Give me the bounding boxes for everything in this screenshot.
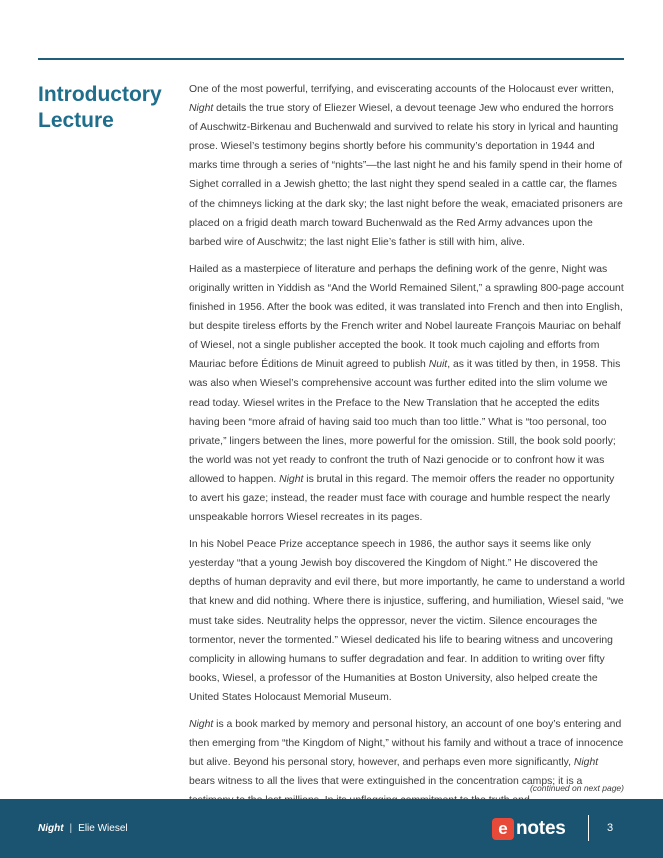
- enotes-logo-word: notes: [516, 818, 566, 839]
- page-footer: [0, 799, 663, 858]
- paragraph-3: In his Nobel Peace Prize acceptance speech in 1986, the author says it seems like only yesterday “that a young Jewish boy discovered the Kingdom of Night.” He discovered the depths of human depravity and evil there, but more importantly, he came to understand a world that knew and did nothing. Where there is injustice, suffering, and humiliation, Wiesel said, “we must take sides. Neutrality helps the oppressor, never the victim. Silence encourages the tormentor, never the tormented.” Wiesel dedicated his life to bearing witness and uncovering complicity in allowing humans to suffer degradation and fear. In addition to writing over fifty books, Wiesel, a professor of the Humanities at Boston University, also helped create the United States Holocaust Memorial Museum.: [189, 539, 625, 703]
- footer-divider: [588, 815, 589, 841]
- paragraph-1: One of the most powerful, terrifying, and eviscerating accounts of the Holocaust ever written, Night details the true story of Eliezer Wiesel, a devout teenage Jew who endured the horrors of Auschwitz-Birkenau and Buchenwald and survived to relate his story in lyrical and haunting prose. Wiesel’s testimony begins shortly before his community’s deportation in 1944 and marks time through a series of “nights”—the last night he and his family spend in their home of Sighet corralled in a Jewish ghetto; the last night they spend sealed in a cattle car, the flames of the chimneys licking at the dark sky; the last night before the weak, emaciated prisoners are placed on a frigid death march toward Buchenwald as the Red Army advances upon the barbed wire of Auschwitz; the last night Elie’s father is still with him, alive.: [189, 84, 623, 248]
- enotes-logo: [492, 817, 566, 841]
- footer-author: Elie Wiesel: [78, 823, 128, 834]
- paragraph-2: Hailed as a masterpiece of literature and perhaps the defining work of the genre, Night was originally written in Yiddish as “And the World Remained Silent,” a sprawling 800-page account finished in 1956. After the book was edited, it was translated into French and then into English, but despite tireless efforts by the French writer and Nobel laureate François Mauriac on behalf of Wiesel, not a single publisher accepted the book. It took much cajoling and efforts from Mauriac before Éditions de Minuit agreed to publish Nuit, as it was titled by then, in 1958. This was also when Wiesel’s comprehensive account was further edited into the slim volume we read today. Wiesel writes in the Preface to the New Translation that he accepted the edits having been “more afraid of having said too much than too little.” What is “too personal, too private,” lingers between the lines, more powerful for the omission. Still, the book sold poorly; the world was not yet ready to confront the truth of Nazi genocide or to confront how it was allowed to happen. Night is brutal in this regard. The memoir offers the reader no opportunity to avert his gaze; instead, the reader must face with courage and humble respect the nearly unspeakable horrors Wiesel recreates in its pages.: [189, 263, 624, 524]
- italic-title: Night: [279, 473, 304, 485]
- footer-separator: |: [69, 823, 73, 834]
- italic-title: Night: [573, 757, 599, 769]
- page-number: 3: [607, 822, 614, 834]
- italic-title: Nuit: [428, 359, 448, 371]
- top-rule: [38, 58, 624, 60]
- section-title: Introductory Lecture: [38, 83, 162, 132]
- enotes-logo-icon: e: [492, 818, 514, 840]
- lecture-body: [189, 80, 625, 818]
- footer-book-title: Night: [38, 823, 64, 834]
- continued-note: (continued on next page): [529, 783, 624, 793]
- italic-title: Night: [189, 103, 214, 115]
- paragraph-4: Night is a book marked by memory and personal history, an account of one boy’s entering and then emerging from “the Kingdom of Night,” without his family and without a trace of innocence but alive. Beyond his personal story, however, and perhaps even more significantly, Night bears witness to all the lives that were extinguished in the concentration camps; it is a: [189, 719, 624, 788]
- footer-citation: [38, 823, 128, 834]
- italic-title: Night: [189, 719, 214, 730]
